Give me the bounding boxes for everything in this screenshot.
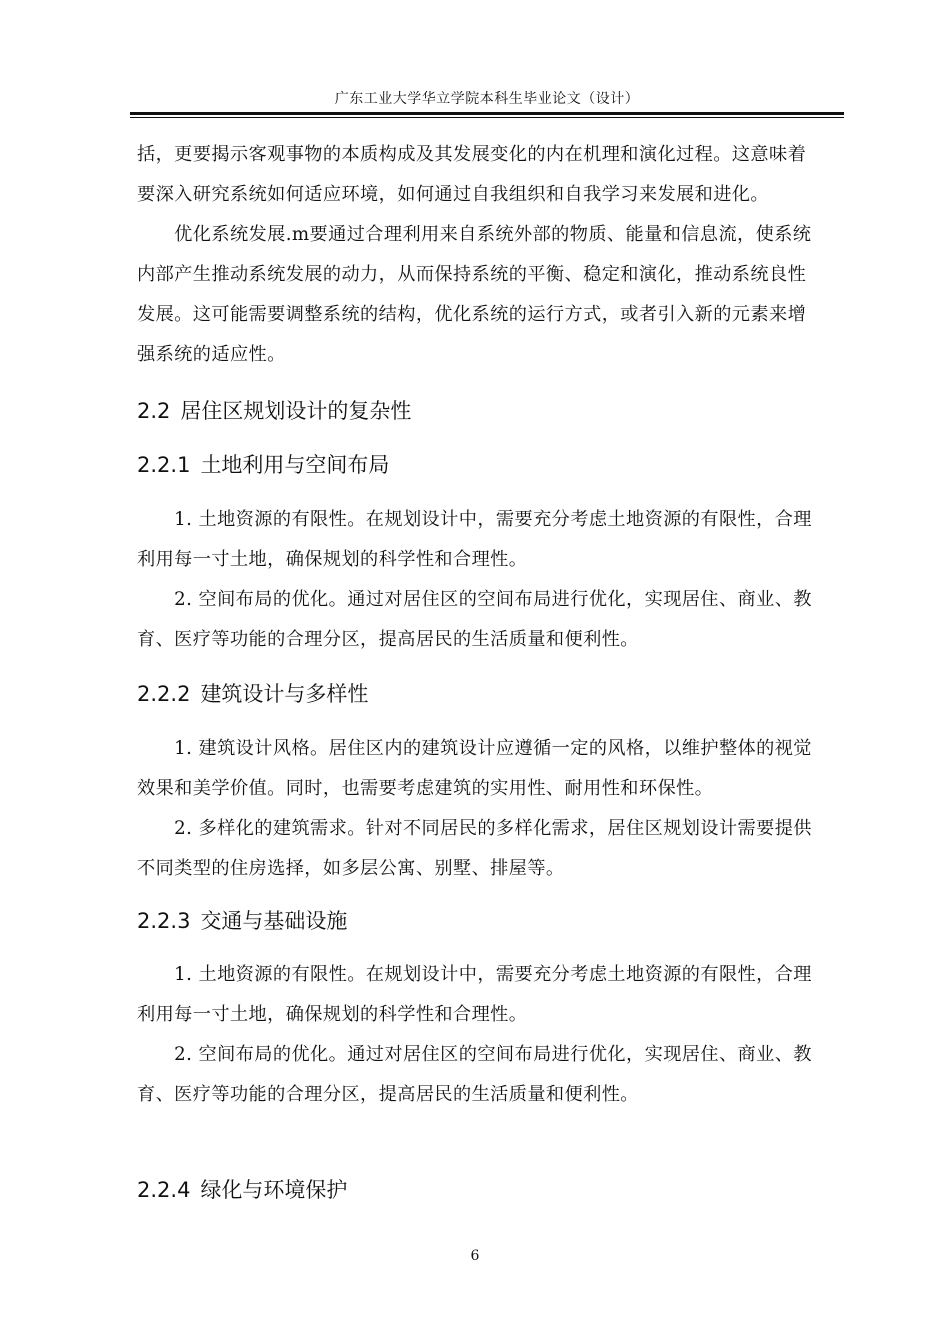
list-item-line: 不同类型的住房选择，如多层公寓、别墅、排屋等。: [137, 858, 565, 879]
list-item-line: 1. 土地资源的有限性。在规划设计中，需要充分考虑土地资源的有限性，合理: [137, 509, 812, 530]
heading-number: 2.2: [137, 399, 171, 423]
list-item-line: 1. 土地资源的有限性。在规划设计中，需要充分考虑土地资源的有限性，合理: [137, 964, 812, 985]
list-item-line: 利用每一寸土地，确保规划的科学性和合理性。: [137, 1004, 528, 1025]
heading-title: 土地利用与空间布局: [200, 453, 390, 477]
paragraph-line: 优化系统发展.m要通过合理利用来自系统外部的物质、能量和信息流，使系统: [137, 224, 812, 245]
list-item-line: 2. 空间布局的优化。通过对居住区的空间布局进行优化，实现居住、商业、教: [137, 1044, 812, 1065]
page-number: 6: [470, 1248, 480, 1264]
section-heading-2-2-1: [137, 450, 389, 480]
heading-number: 2.2.4: [137, 1178, 191, 1202]
heading-number: 2.2.3: [137, 909, 191, 933]
section-heading-2-2-3: [137, 906, 347, 936]
paragraph-line: 括，更要揭示客观事物的本质构成及其发展变化的内在机理和演化过程。这意味着: [137, 144, 807, 165]
heading-title: 绿化与环境保护: [200, 1178, 348, 1202]
list-item-line: 效果和美学价值。同时，也需要考虑建筑的实用性、耐用性和环保性。: [137, 778, 714, 799]
list-item-line: 2. 空间布局的优化。通过对居住区的空间布局进行优化，实现居住、商业、教: [137, 589, 812, 610]
list-item-line: 2. 多样化的建筑需求。针对不同居民的多样化需求，居住区规划设计需要提供: [137, 818, 812, 839]
list-item-line: 1. 建筑设计风格。居住区内的建筑设计应遵循一定的风格，以维护整体的视觉: [137, 738, 812, 759]
paragraph-line: 要深入研究系统如何适应环境，如何通过自我组织和自我学习来发展和进化。: [137, 184, 769, 205]
section-heading-2-2-4: [137, 1175, 347, 1205]
list-item-line: 育、医疗等功能的合理分区，提高居民的生活质量和便利性。: [137, 629, 639, 650]
paragraph-line: 发展。这可能需要调整系统的结构，优化系统的运行方式，或者引入新的元素来增: [137, 304, 807, 325]
page-header: 广东工业大学华立学院本科生毕业论文（设计）: [334, 91, 640, 107]
heading-title: 居住区规划设计的复杂性: [180, 399, 412, 423]
heading-title: 建筑设计与多样性: [200, 682, 369, 706]
section-heading-2-2-2: [137, 679, 368, 709]
paragraph-line: 内部产生推动系统发展的动力，从而保持系统的平衡、稳定和演化，推动系统良性: [137, 264, 807, 285]
header-rule-thick: [130, 112, 844, 115]
heading-number: 2.2.1: [137, 453, 191, 477]
section-heading-2-2: [137, 396, 411, 426]
list-item-line: 利用每一寸土地，确保规划的科学性和合理性。: [137, 549, 528, 570]
heading-number: 2.2.2: [137, 682, 191, 706]
header-rule-thin: [130, 117, 844, 118]
heading-title: 交通与基础设施: [200, 909, 348, 933]
paragraph-line: 强系统的适应性。: [137, 344, 286, 365]
list-item-line: 育、医疗等功能的合理分区，提高居民的生活质量和便利性。: [137, 1084, 639, 1105]
